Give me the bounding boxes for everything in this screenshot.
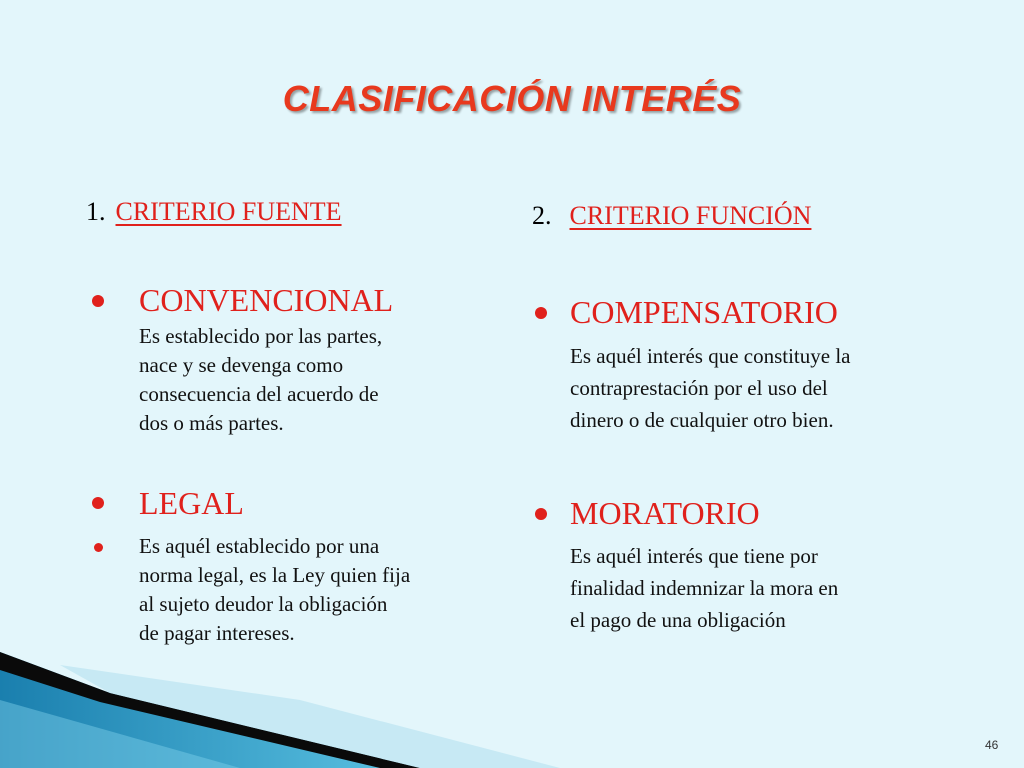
- desc-compensatorio: Es aquél interés que constituye la contraprestación por el uso del dinero o de cualquier otro bien.: [570, 344, 851, 432]
- term-moratorio: MORATORIO: [570, 495, 760, 531]
- left-heading-number: 1.: [86, 197, 106, 226]
- bullet-dot: [94, 543, 103, 552]
- right-heading-label: CRITERIO FUNCIÓN: [569, 201, 812, 230]
- left-heading-label: CRITERIO FUENTE: [115, 197, 342, 226]
- desc-legal: Es aquél establecido por una norma legal, es la Ley quien fija al sujeto deudor la obligación de pagar intereses.: [139, 534, 411, 645]
- desc-convencional: Es establecido por las partes, nace y se devenga como consecuencia del acuerdo de dos o más partes.: [139, 324, 383, 435]
- right-heading: [532, 201, 811, 231]
- term-compensatorio: COMPENSATORIO: [570, 294, 838, 330]
- bullet-dot: [92, 295, 104, 307]
- bullet-dot: [535, 307, 547, 319]
- bullet-dot: [92, 497, 104, 509]
- term-convencional: CONVENCIONAL: [139, 282, 394, 318]
- term-legal: LEGAL: [139, 485, 244, 521]
- slide-title: CLASIFICACIÓN INTERÉS: [282, 78, 742, 119]
- bullet-dot: [535, 508, 547, 520]
- page-number: 46: [985, 738, 999, 752]
- desc-moratorio: Es aquél interés que tiene por finalidad indemnizar la mora en el pago de una obligación: [570, 544, 839, 632]
- left-heading: [86, 197, 342, 227]
- right-heading-number: 2.: [532, 201, 552, 230]
